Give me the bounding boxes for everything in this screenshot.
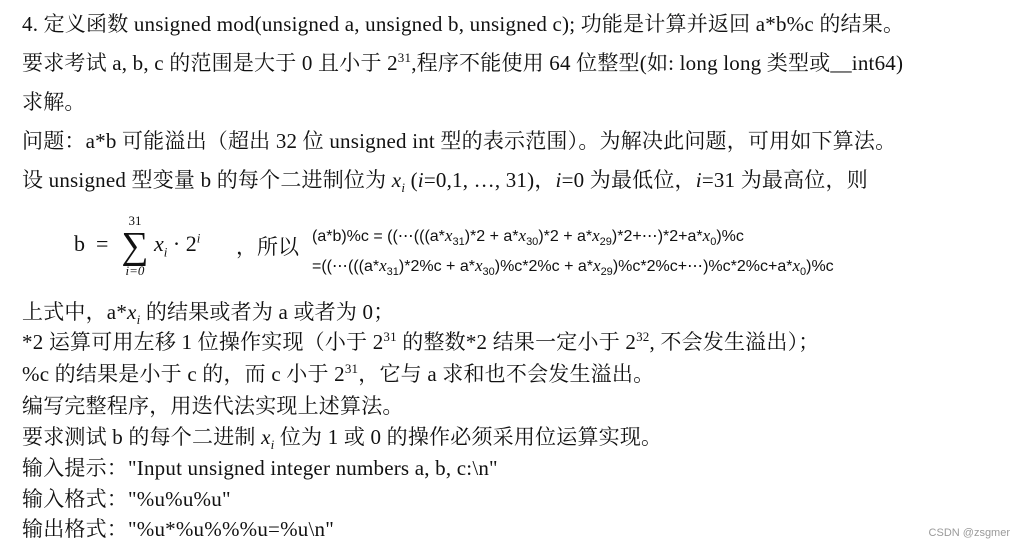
input-prompt-line: 输入提示："Input unsigned integer numbers a, b, c:\n" [22, 456, 498, 480]
problem-statement-line-1: 4. 定义函数 unsigned mod(unsigned a, unsigned b, unsigned c); 功能是计算并返回 a*b%c 的结果。 [22, 12, 905, 36]
output-format-line: 输出格式："%u*%u%%%u=%u\n" [22, 517, 334, 541]
bit-definition-line: 设 unsigned 型变量 b 的每个二进制位为 $x_i$ (i=0,1, …, 31)，i=0 为最低位，i=31 为最高位，则 [22, 168, 868, 196]
note-line-4: 编写完整程序，用迭代法实现上述算法。 [22, 394, 404, 418]
problem-statement-line-2: 要求考试 a, b, c 的范围是大于 0 且小于 $2^{31}$,程序不能使用 64 位整型(如: long long 类型或__int64) [22, 50, 904, 75]
input-format-line: 输入格式："%u%u%u" [22, 487, 231, 511]
note-line-2: *2 运算可用左移 1 位操作实现（小于 $2^{31}$ 的整数*2 结果一定小于 $2^{32}$, 不会发生溢出）； [22, 329, 820, 354]
expansion-formula-line-2: $=((\cdots(((a*x_{31})*2\%c + a*x_{30})\%c*2\%c$ + $a*x_{29})\%c*2\%c+\cdots)\%c*2\%c+a*x_0)\%c$ [312, 256, 834, 279]
summation-term: $x_i \cdot 2^i$ [154, 230, 201, 260]
note-line-1: 上式中，$a*x_i$ 的结果或者为 a 或者为 0； [22, 300, 395, 328]
summation-formula: b = 31 ∑ i=0 $x_i \cdot 2^i$ ，所以 [74, 213, 299, 278]
problem-statement-line-3: 求解。 [22, 90, 86, 114]
sigma-symbol: 31 ∑ i=0 [121, 213, 149, 278]
problem-question-line: 问题：a*b 可能溢出（超出 32 位 unsigned int 型的表示范围）。为解决此问题，可用如下算法。 [22, 129, 897, 153]
note-line-3: %c 的结果是小于 c 的，而 c 小于 $2^{31}$，它与 a 求和也不会发生溢出。 [22, 361, 655, 386]
expansion-formula-line-1: $(a*b)\%c = ((\cdots(((a*x_{31})*2 + a*x_{30})*2$ + $a*x_{29})*2+\cdots)*2+a*x_0)\%c$ [312, 226, 744, 249]
csdn-watermark: CSDN @zsgmer [928, 527, 1010, 539]
note-line-5: 要求测试 b 的每个二进制 $x_i$ 位为 1 或 0 的操作必须采用位运算实现。 [22, 425, 663, 453]
